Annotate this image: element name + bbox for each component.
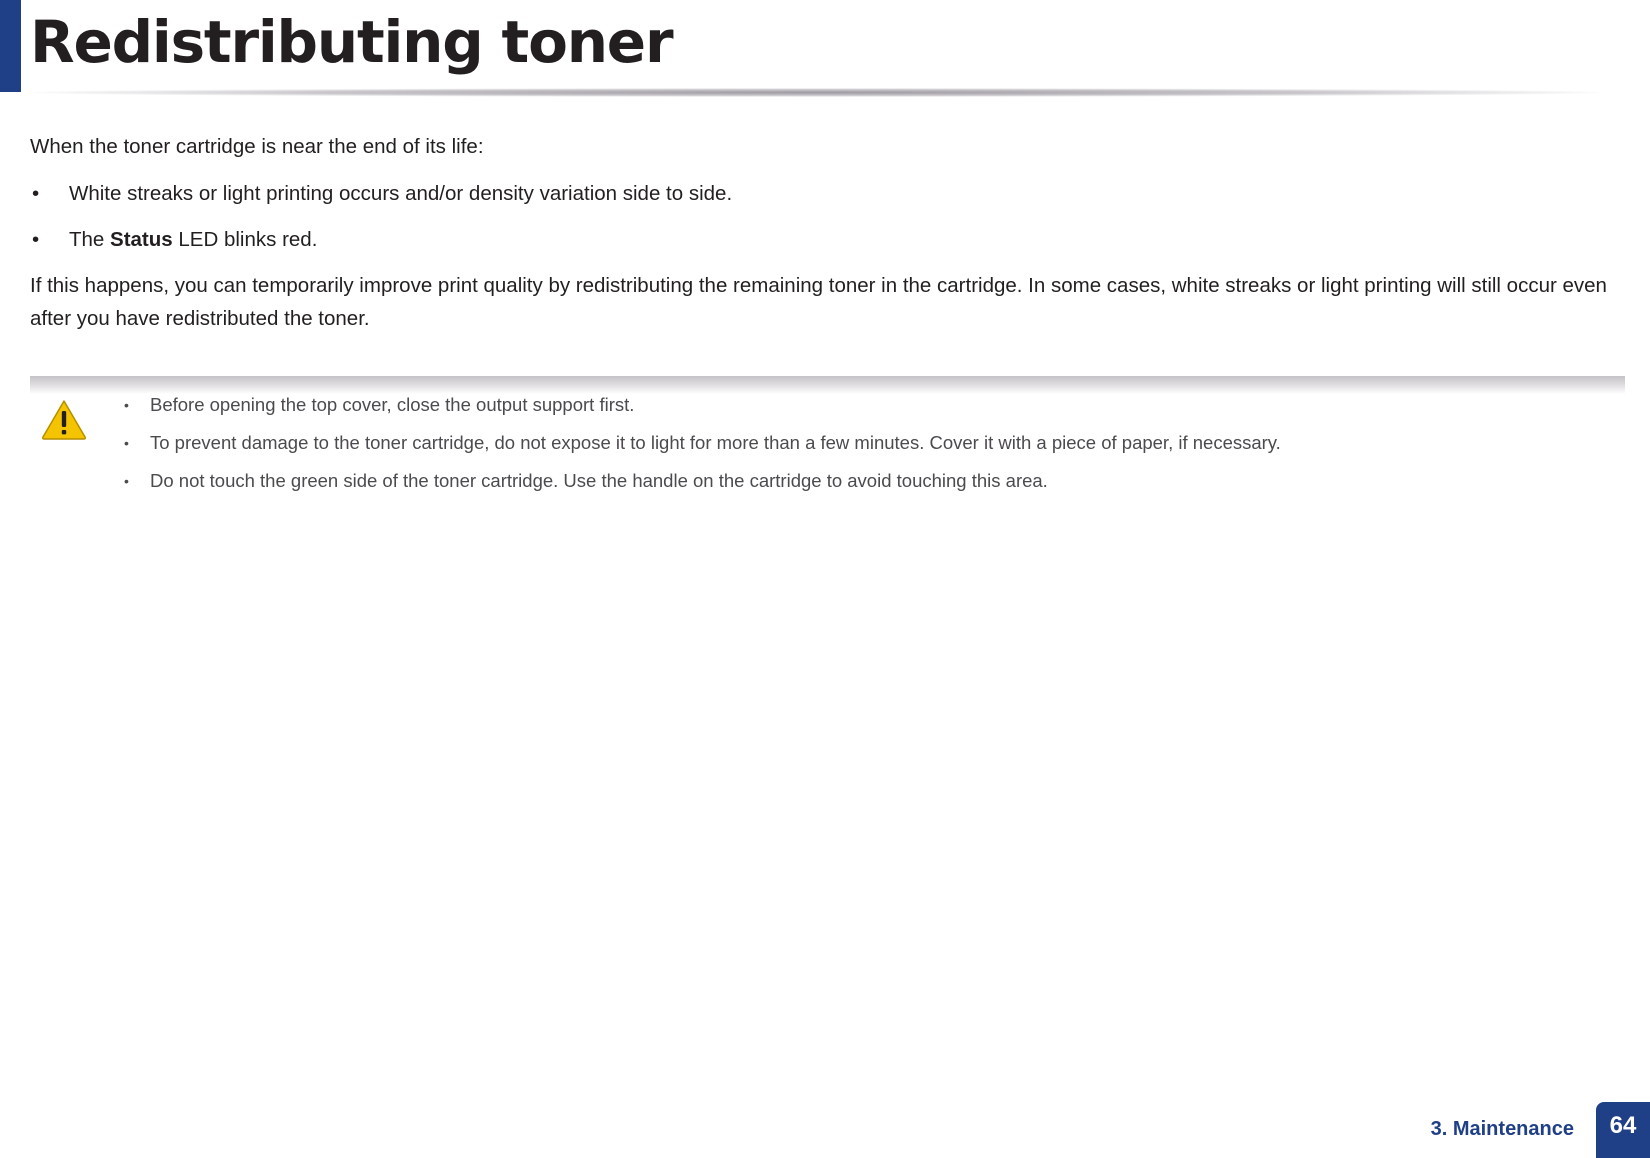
list-item	[122, 468, 1281, 494]
bullet-icon: •	[32, 228, 40, 251]
intro-text: When the toner cartridge is near the end of its life:	[30, 135, 484, 158]
caution-text: To prevent damage to the toner cartridge, do not expose it to light for more than a few minutes. Cover it with a piece of paper, if necessary.	[150, 432, 1281, 453]
main-content	[30, 130, 1630, 335]
explanation-paragraph: If this happens, you can temporarily improve print quality by redistributing the remaining toner in the cartridge. In some cases, white streaks or light printing will still occur even after you have redistributed the toner.	[30, 274, 1607, 330]
list-item	[30, 177, 1630, 210]
page-number: 64	[1596, 1102, 1650, 1158]
caution-box	[30, 376, 1625, 491]
list-item	[122, 430, 1281, 456]
status-led-label: Status	[110, 228, 173, 251]
symptom-prefix: The	[69, 228, 111, 251]
caution-text: Before opening the top cover, close the output support first.	[150, 394, 635, 415]
symptom-list	[30, 177, 1630, 256]
caution-text: Do not touch the green side of the toner cartridge. Use the handle on the cartridge to avoid touching this area.	[150, 470, 1048, 491]
symptom-text: White streaks or light printing occurs and/or density variation side to side.	[69, 182, 733, 205]
list-item	[122, 392, 1281, 418]
caution-list	[122, 392, 1281, 506]
bullet-icon: •	[32, 182, 40, 205]
title-divider	[28, 88, 1603, 97]
bullet-icon: •	[124, 397, 129, 413]
list-item	[30, 223, 1630, 256]
warning-triangle-icon	[41, 398, 87, 440]
bullet-icon: •	[124, 435, 129, 451]
symptom-suffix: LED blinks red.	[172, 228, 318, 251]
title-accent-bar	[0, 0, 21, 92]
footer-chapter-label: 3. Maintenance	[1430, 1118, 1574, 1140]
page-title: Redistributing toner	[30, 8, 673, 76]
bullet-icon: •	[124, 473, 129, 489]
